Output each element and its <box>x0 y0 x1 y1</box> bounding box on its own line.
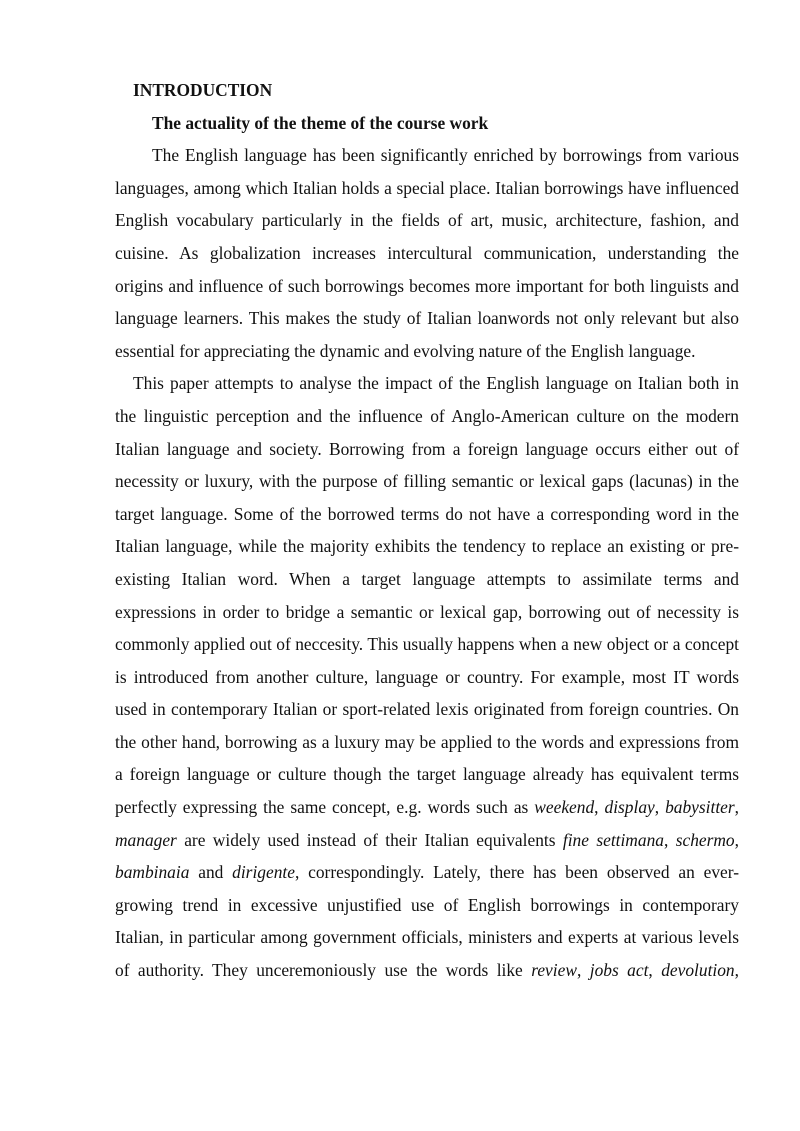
italic-term: devolution <box>661 960 735 981</box>
paragraph-2-text: and <box>189 862 233 883</box>
italic-term: review <box>531 960 577 981</box>
paragraph-2-text: , <box>663 829 676 850</box>
paragraph-1: The English language has been significantly enriched by borrowings from various languages, among which Italian holds a special place. Italian borrowings have influenced English vocabulary particularly in the fields of art, music, architecture, fashion, and cuisine. As globalization increases intercultural communication, understanding the origins and influence of such borrowings becomes more important for both linguists and language learners. This makes the study of Italian loanwords not only relevant but also essential for appreciating the dynamic and evolving nature of the English language. <box>115 145 739 361</box>
document-page <box>115 74 739 987</box>
section-heading: INTRODUCTION <box>133 80 273 100</box>
italic-term: manager <box>115 829 177 850</box>
paragraph-2-text: , <box>576 960 590 981</box>
paragraph-2-text: , <box>594 797 605 818</box>
italic-term: jobs act <box>589 960 649 981</box>
paragraph-2-text: are widely used instead of their Italian equivalents <box>176 829 563 850</box>
paragraph-2 <box>115 367 739 986</box>
italic-term: bambinaia <box>115 862 190 883</box>
paragraph-2-text: , <box>734 960 739 981</box>
paragraph-2-text: , <box>734 829 739 850</box>
italic-term: schermo <box>675 829 735 850</box>
italic-term: fine settimana <box>562 829 664 850</box>
section-subheading: The actuality of the theme of the course work <box>152 112 489 133</box>
paragraph-2-text: , <box>734 797 739 818</box>
italic-term: weekend <box>534 797 595 818</box>
paragraph-2-text: , <box>648 960 662 981</box>
paragraph-2-text: , correspondingly. Lately, there has been observed an ever-growing trend in excessive unjustified use of English borrowings in contemporary Italian, in particular among government officials, ministers and experts at various levels of authority. They unceremoniously use the words like <box>115 862 739 981</box>
italic-term: dirigente <box>232 862 295 883</box>
italic-term: display <box>604 797 655 818</box>
italic-term: babysitter <box>665 797 735 818</box>
paragraph-2-text: This paper attempts to analyse the impact of the English language on Italian both in the linguistic perception and the influence of Anglo-American culture on the modern Italian language and society. Borrowing from a foreign language occurs either out of necessity or luxury, with the purpose of filling semantic or lexical gaps (lacunas) in the target language. Some of the borrowed terms do not have a corresponding word in the Italian language, while the majority exhibits the tendency to replace an existing or pre-existing Italian word. When a target language attempts to assimilate terms and expressions in order to bridge a semantic or lexical gap, borrowing out of necessity is commonly applied out of neccesity. This usually happens when a new object or a concept is introduced from another culture, language or country. For example, most IT words used in contemporary Italian or sport-related lexis originated from foreign countries. On the other hand, borrowing as a luxury may be applied to the words and expressions from a foreign language or culture though the target language already has equivalent terms perfectly expressing the same concept, e.g. words such as <box>115 373 739 818</box>
paragraph-2-text: , <box>654 797 666 818</box>
